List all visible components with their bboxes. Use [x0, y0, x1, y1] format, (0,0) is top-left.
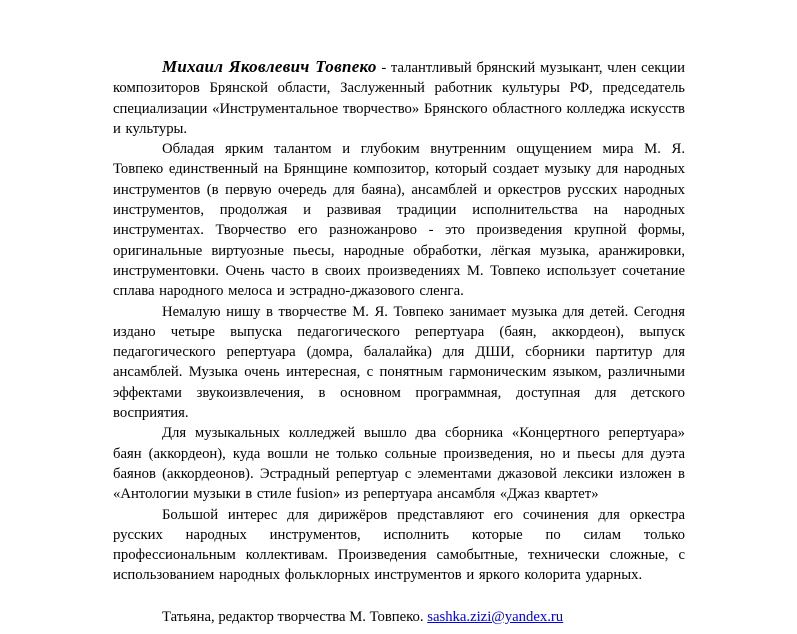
- document-page: [113, 57, 685, 627]
- email-link[interactable]: sashka.zizi@yandex.ru: [427, 608, 564, 625]
- footer-text: Татьяна, редактор творчества М. Товпеко.: [162, 608, 428, 625]
- paragraph-colleges: Для музыкальных колледжей вышло два сборника «Концертного репертуара» баян (аккордеон), куда вошли не только сольные произведения, но и пьесы для дуэта баянов (аккордеонов). Эстрадный репертуар с элементами джазовой лексики изложен в «Антологии музыки в стиле fusion» из репертуара ансамбля «Джаз квартет»: [113, 425, 685, 503]
- paragraph-intro-text: - талантливый брянский музыкант, член секции композиторов Брянской области, Заслуженный работник культуры РФ, председатель специализации «Инструментальное творчество» Брянского областного колледжа искусств и культуры.: [113, 60, 685, 137]
- footer-signature: [113, 607, 685, 627]
- paragraph-orchestra: Большой интерес для дирижёров представляют его сочинения для оркестра русских народных инструментов, исполнить которые по силам только профессиональным коллективам. Произведения самобытные, технически сложные, с использованием народных фольклорных инструментов и яркого колорита ударных.: [113, 506, 685, 584]
- paragraph-creativity: Обладая ярким талантом и глубоким внутренним ощущением мира М. Я. Товпеко единственный на Брянщине композитор, который создает музыку для народных инструментов (в первую очередь для баяна), ансамблей и оркестров русских народных инструментов, продолжая и развивая традиции исполнительства на народных инструментах. Творчество его разножанрово - это произведения крупной формы, оригинальные виртуозные пьесы, народные обработки, лёгкая музыка, аранжировки, инструментовки. Очень часто в своих произведениях М. Товпеко использует сочетание сплава народного мелоса и эстрадно-джазового сленга.: [113, 141, 685, 300]
- paragraph-intro: [113, 57, 685, 139]
- person-name: Михаил Яковлевич Товпеко: [162, 57, 377, 76]
- paragraph-children-music: Немалую нишу в творчестве М. Я. Товпеко занимает музыка для детей. Сегодня издано четыре выпуска педагогического репертуара (баян, аккордеон), выпуск педагогического репертуара (домра, балалайка) для ДШИ, сборники партитур для ансамблей. Музыка очень интересная, с понятным гармоническим языком, различными эффектами звукоизвлечения, в основном программная, доступная для детского восприятия.: [113, 303, 685, 422]
